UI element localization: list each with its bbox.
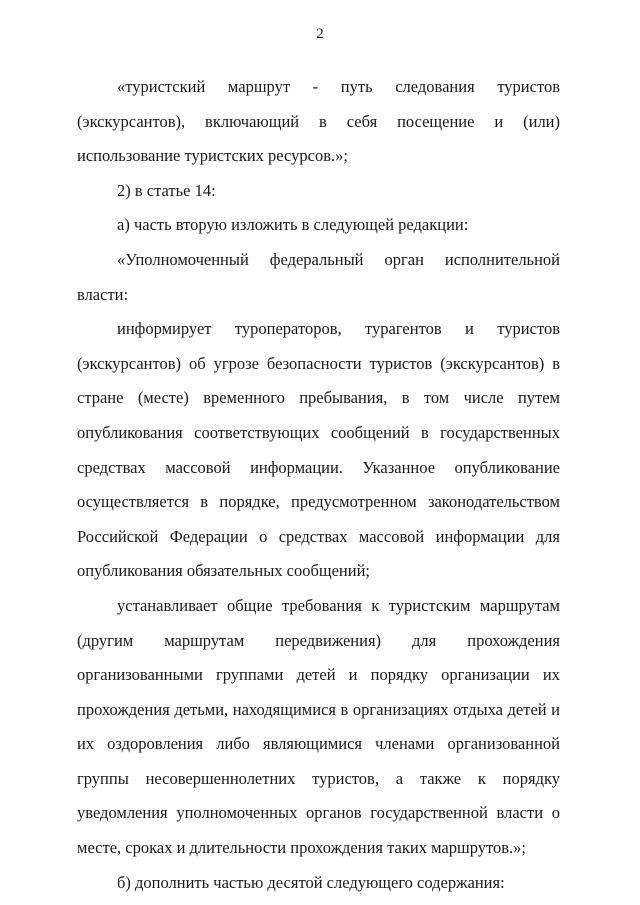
paragraph-article-14: 2) в статье 14: (117, 180, 216, 200)
paragraph-tourist-route-definition: «туристский маршрут - путь следования туристов (экскурсантов), включающий в себя посещение и (или) использование туристских ресурсов.»; (77, 77, 560, 166)
paragraph-authorized-body: «Уполномоченный федеральный орган исполнительной власти: (77, 249, 560, 304)
paragraph-establishes-requirements: устанавливает общие требования к туристским маршрутам (другим маршрутам передвижения) для прохождения организованными группами детей и порядку организации их прохождения детьми, находящимися в организациях отдыха детей и их оздоровления либо являющимися членами организованной группы несовершеннолетних туристов, а также к порядку уведомления уполномоченных органов государственной власти о месте, сроках и длительности прохождения таких маршрутов.»; (77, 595, 560, 858)
paragraph-informs-tourists: информирует туроператоров, турагентов и туристов (экскурсантов) об угрозе безопасности туристов (экскурсантов) в стране (месте) временного пребывания, в том числе путем опубликования соответствующих сообщений в государственных средствах массовой информации. Указанное опубликование осуществляется в порядке, предусмотренном законодательством Российской Федерации о средствах массовой информации для опубликования обязательных сообщений; (77, 319, 560, 581)
paragraph-add-part-ten: б) дополнить частью десятой следующего содержания: (117, 872, 505, 892)
document-body (77, 70, 560, 900)
page-number: 2 (316, 26, 324, 42)
paragraph-part-two-intro: а) часть вторую изложить в следующей редакции: (117, 215, 469, 235)
